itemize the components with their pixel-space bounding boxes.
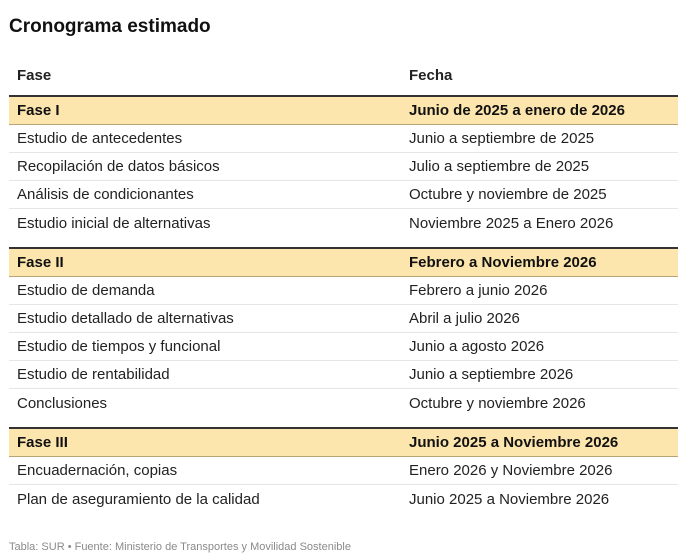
task-date: Octubre y noviembre de 2025: [409, 186, 607, 203]
task-name: Análisis de condicionantes: [17, 186, 194, 203]
phase-date: Junio de 2025 a enero de 2026: [409, 102, 625, 119]
task-name: Estudio inicial de alternativas: [17, 214, 211, 232]
page-title: Cronograma estimado: [9, 16, 211, 37]
task-name: Encuadernación, copias: [17, 462, 178, 479]
task-date: Febrero a junio 2026: [409, 282, 548, 299]
task-date: Enero 2026 y Noviembre 2026: [409, 462, 613, 479]
table-row: [9, 305, 678, 333]
phase-name: Fase III: [17, 434, 68, 451]
phase-row-fase-2: [9, 247, 678, 277]
phase-row-fase-1: [9, 95, 678, 125]
table-row: [9, 457, 678, 485]
task-date: Octubre y noviembre 2026: [409, 394, 586, 412]
schedule-table: [9, 62, 678, 513]
table-row: [9, 485, 678, 513]
task-date: Junio 2025 a Noviembre 2026: [409, 490, 610, 508]
table-row: [9, 277, 678, 305]
source-footer: Tabla: SUR • Fuente: Ministerio de Transportes y Movilidad Sostenible: [9, 541, 351, 553]
task-date: Noviembre 2025 a Enero 2026: [409, 214, 614, 232]
task-name: Estudio detallado de alternativas: [17, 310, 234, 327]
task-name: Estudio de demanda: [17, 282, 155, 299]
task-name: Estudio de tiempos y funcional: [17, 338, 221, 355]
phase-date: Febrero a Noviembre 2026: [409, 254, 597, 271]
phase-name: Fase II: [17, 254, 64, 271]
table-row: [9, 209, 678, 237]
task-name: Plan de aseguramiento de la calidad: [17, 490, 260, 508]
section-gap: [9, 417, 678, 427]
task-date: Abril a julio 2026: [409, 310, 520, 327]
phase-date: Junio 2025 a Noviembre 2026: [409, 434, 619, 451]
task-name: Recopilación de datos básicos: [17, 158, 220, 175]
task-date: Junio a septiembre de 2025: [409, 130, 595, 147]
task-date: Junio a septiembre 2026: [409, 366, 574, 383]
table-row: [9, 333, 678, 361]
table-row: [9, 361, 678, 389]
phase-name: Fase I: [17, 102, 60, 119]
table-row: [9, 181, 678, 209]
table-row: [9, 153, 678, 181]
table-row: [9, 125, 678, 153]
task-name: Estudio de antecedentes: [17, 130, 183, 147]
task-date: Julio a septiembre de 2025: [409, 158, 590, 175]
task-date: Junio a agosto 2026: [409, 338, 545, 355]
section-gap: [9, 237, 678, 247]
header-fecha: Fecha: [409, 67, 453, 84]
task-name: Conclusiones: [17, 394, 108, 412]
table-header: [9, 62, 678, 95]
task-name: Estudio de rentabilidad: [17, 366, 170, 383]
header-fase: Fase: [17, 67, 52, 84]
phase-row-fase-3: [9, 427, 678, 457]
table-row: [9, 389, 678, 417]
